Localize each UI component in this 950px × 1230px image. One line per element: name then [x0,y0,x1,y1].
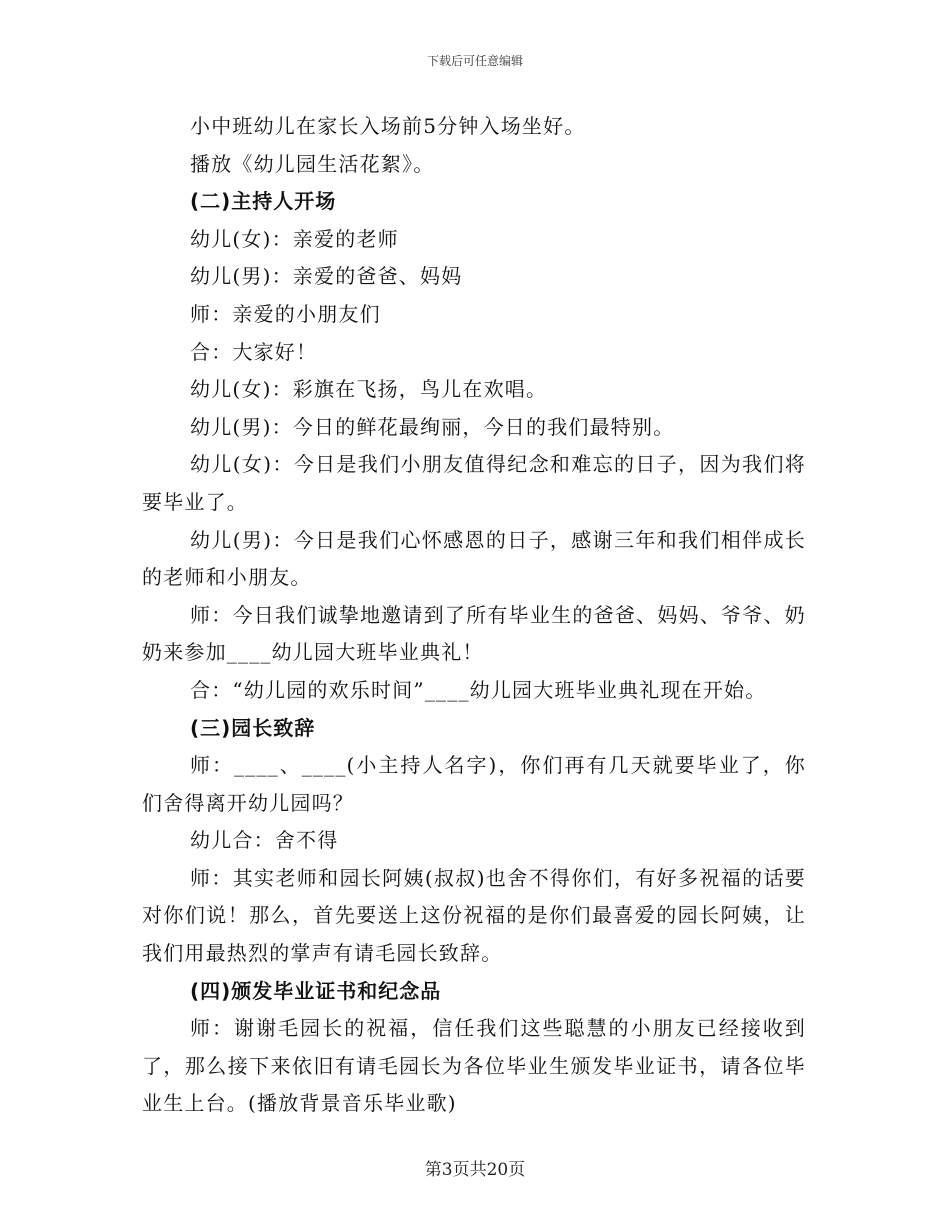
section-heading: (二)主持人开场 [190,189,337,214]
paragraph: 师：亲爱的小朋友们 [190,301,381,326]
paragraph: 师：____、____(小主持人名字)，你们再有几天就要毕业了，你们舍得离开幼儿园吗？ [142,753,806,815]
paragraph: 幼儿(女)：彩旗在飞扬，鸟儿在欢唱。 [190,377,548,402]
page-header: 下载后可任意编辑 [426,54,523,68]
paragraph: 师：其实老师和园长阿姨(叔叔)也舍不得你们，有好多祝福的话要对你们说！那么，首先要送上这份祝福的是你们最喜爱的园长阿姨，让我们用最热烈的掌声有请毛园长致辞。 [142,865,806,966]
paragraph: 播放《幼儿园生活花絮》。 [190,151,435,176]
paragraph: 幼儿(女)：今日是我们小朋友值得纪念和难忘的日子，因为我们将要毕业了。 [142,452,806,514]
paragraph: 幼儿(男)：今日是我们心怀感恩的日子，感谢三年和我们相伴成长的老师和小朋友。 [142,527,806,590]
paragraph: 幼儿(男)：今日的鲜花最绚丽，今日的我们最特别。 [190,414,675,439]
paragraph: 幼儿(男)：亲爱的爸爸、妈妈 [190,264,463,289]
page-number: 第3页共20页 [424,1160,526,1180]
paragraph: 合：大家好！ [190,339,318,364]
section-heading: (三)园长致辞 [190,715,316,740]
paragraph: 小中班幼儿在家长入场前5分钟入场坐好。 [190,114,586,138]
paragraph: 合：“幼儿园的欢乐时间”____幼儿园大班毕业典礼现在开始。 [190,677,767,702]
paragraph: 师：谢谢毛园长的祝福，信任我们这些聪慧的小朋友已经接收到了，那么接下来依旧有请毛园长为各位毕业生颁发毕业证书，请各位毕业生上台。(播放背景音乐毕业歌) [142,1016,806,1116]
paragraph: 师：今日我们诚挚地邀请到了所有毕业生的爸爸、妈妈、爷爷、奶奶来参加____幼儿园大班毕业典礼！ [142,602,806,665]
paragraph: 幼儿(女)：亲爱的老师 [190,226,399,251]
document-body [142,108,806,1123]
section-heading: (四)颁发毕业证书和纪念品 [190,978,442,1003]
paragraph: 幼儿合：舍不得 [190,828,339,853]
